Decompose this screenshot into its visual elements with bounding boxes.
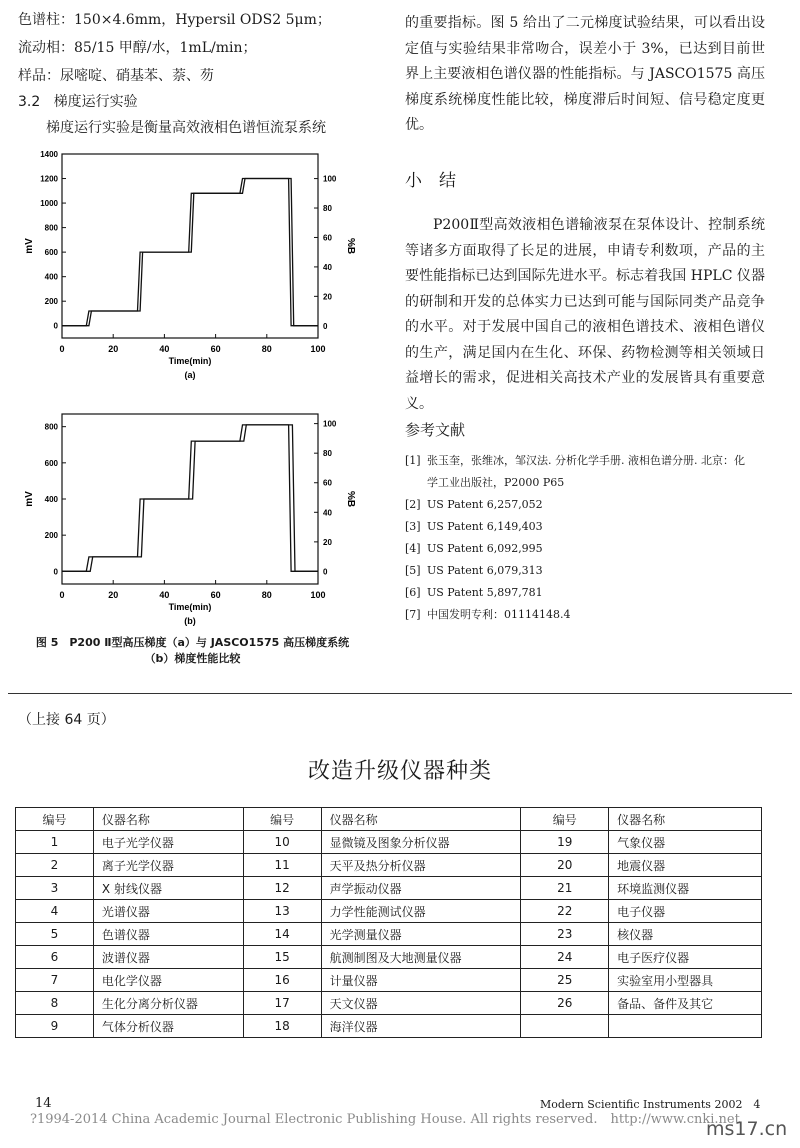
- instrument-name-cell: 环境监测仪器: [609, 877, 762, 900]
- y2-tick-label: 80: [323, 449, 332, 459]
- y2-tick-label: 100: [323, 174, 337, 184]
- y2-tick-label: 20: [323, 292, 332, 302]
- y2-tick-label: 0: [323, 321, 328, 331]
- instrument-name-cell: 天文仪器: [321, 992, 521, 1015]
- header-number: 编号: [16, 808, 94, 831]
- header-number: 编号: [243, 808, 321, 831]
- x-tick-label: 0: [59, 590, 65, 600]
- chart-a-plot: [24, 150, 356, 380]
- figure-caption: [10, 635, 375, 667]
- reference-text: 中国发明专利：01114148.4: [427, 608, 571, 621]
- section-divider: [8, 693, 792, 694]
- instrument-number-cell: 19: [521, 831, 609, 854]
- x-axis-label: Time(min): [168, 602, 212, 612]
- x-tick-label: 80: [261, 590, 272, 600]
- column-spec: 色谱柱：150×4.6mm，Hypersil ODS2 5μm；: [18, 12, 331, 28]
- y-tick-label: 600: [44, 248, 58, 258]
- figure-caption-line1: 图 5 P200 Ⅱ型高压梯度（a）与 JASCO1575 高压梯度系统: [35, 636, 350, 649]
- mobile-phase-spec: 流动相：85/15 甲醇/水，1mL/min；: [18, 40, 257, 56]
- y2-tick-label: 80: [323, 204, 332, 214]
- instrument-name-cell: 离子光学仪器: [93, 854, 243, 877]
- sample-spec: 样品：尿嘧啶、硝基苯、萘、芴: [18, 68, 214, 84]
- gradient-result-paragraph: 的重要指标。图 5 给出了二元梯度试验结果，可以看出设定值与实验结果非常吻合，误差小于 3%，已达到目前世界上主要液相色谱仪器的性能指标。与 JASCO1575 高压梯度系统梯度性能比较，梯度滞后时间短、信号稳定度更优。: [405, 15, 765, 133]
- instrument-number-cell: 7: [16, 969, 94, 992]
- reference-item: [405, 582, 775, 604]
- instrument-name-cell: 气体分析仪器: [93, 1015, 243, 1038]
- table-row: [16, 923, 762, 946]
- instrument-number-cell: 10: [243, 831, 321, 854]
- instrument-number-cell: 22: [521, 900, 609, 923]
- y-tick-label: 1400: [40, 150, 58, 159]
- table-row: [16, 900, 762, 923]
- x-tick-label: 80: [261, 344, 272, 354]
- y-tick-label: 0: [53, 321, 58, 331]
- journal-name: Modern Scientific Instruments 2002 4: [540, 1098, 761, 1111]
- y-tick-label: 400: [44, 495, 58, 504]
- reference-text: US Patent 5,897,781: [427, 586, 543, 599]
- summary-paragraph: P200Ⅱ型高效液相色谱输液泵在泵体设计、控制系统等诸多方面取得了长足的进展，申请专利数项，产品的主要性能指标已达到国际先进水平。标志着我国 HPLC 仪器的研制和开发的总体实力已达到可能与国际同类产品竞争的水平。对于发展中国自己的液相色谱技术、液相色谱仪的生产，满足国内在生化、环保、药物检测等相关领域日益增长的需求，促进相关高技术产业的发展皆具有重要意义。: [405, 217, 765, 412]
- instrument-name-cell: 电子光学仪器: [93, 831, 243, 854]
- instrument-name-cell: 电子仪器: [609, 900, 762, 923]
- summary-heading: 小 结: [405, 171, 456, 191]
- x-tick-label: 40: [159, 590, 170, 600]
- figure-caption-line2: （b）梯度性能比较: [144, 652, 241, 665]
- page-number: 14: [35, 1096, 52, 1111]
- table-row: [16, 1015, 762, 1038]
- y-tick-label: 200: [44, 297, 58, 307]
- y-tick-label: 600: [44, 458, 58, 468]
- chart-b-plot: [24, 414, 356, 626]
- panel-label: (a): [184, 370, 196, 380]
- reference-text: US Patent 6,257,052: [427, 498, 543, 511]
- reference-item: [405, 450, 775, 472]
- reference-text: US Patent 6,079,313: [427, 564, 543, 577]
- instrument-number-cell: 9: [16, 1015, 94, 1038]
- section-number: 3.2: [18, 94, 41, 110]
- instrument-name-cell: 电子医疗仪器: [609, 946, 762, 969]
- instrument-number-cell: 12: [243, 877, 321, 900]
- instrument-number-cell: 18: [243, 1015, 321, 1038]
- x-tick-label: 100: [310, 590, 326, 600]
- reference-number: [3]: [405, 520, 421, 533]
- section-lead-text: 梯度运行实验是衡量高效液相色谱恒流泵系统: [46, 120, 326, 136]
- instrument-name-cell: 光谱仪器: [93, 900, 243, 923]
- y2-tick-label: 100: [323, 419, 337, 429]
- instrument-number-cell: 20: [521, 854, 609, 877]
- series-line-2: [62, 179, 318, 326]
- x-tick-label: 0: [59, 344, 65, 354]
- instrument-name-cell: 电化学仪器: [93, 969, 243, 992]
- continued-note: （上接 64 页）: [18, 712, 115, 728]
- instrument-name-cell: X 射线仪器: [93, 877, 243, 900]
- header-number: 编号: [521, 808, 609, 831]
- instrument-name-cell: [609, 1015, 762, 1038]
- y-tick-label: 0: [53, 567, 58, 577]
- table-row: [16, 969, 762, 992]
- instrument-name-cell: 声学振动仪器: [321, 877, 521, 900]
- instrument-name-cell: 地震仪器: [609, 854, 762, 877]
- instrument-name-cell: 光学测量仪器: [321, 923, 521, 946]
- table-body: [16, 831, 762, 1038]
- header-instrument-name: 仪器名称: [609, 808, 762, 831]
- reference-text: US Patent 6,149,403: [427, 520, 543, 533]
- instrument-name-cell: 核仪器: [609, 923, 762, 946]
- table-header-row: [16, 808, 762, 831]
- table-title: 改造升级仪器种类: [307, 759, 492, 784]
- reference-number: [2]: [405, 498, 421, 511]
- header-instrument-name: 仪器名称: [321, 808, 521, 831]
- series-line-2: [62, 425, 318, 571]
- instrument-name-cell: 计量仪器: [321, 969, 521, 992]
- references-heading: 参考文献: [405, 421, 466, 439]
- instrument-name-cell: 航测制图及大地测量仪器: [321, 946, 521, 969]
- instrument-number-cell: 24: [521, 946, 609, 969]
- references-list: [405, 450, 775, 626]
- instrument-name-cell: 波谱仪器: [93, 946, 243, 969]
- instrument-name-cell: 备品、备件及其它: [609, 992, 762, 1015]
- x-tick-label: 20: [108, 344, 119, 354]
- y-axis-label: mV: [24, 238, 35, 254]
- y-axis-label: mV: [24, 491, 35, 507]
- reference-number: [4]: [405, 542, 421, 555]
- y-tick-label: 800: [44, 422, 58, 432]
- reference-number: [1]: [405, 454, 421, 467]
- header-instrument-name: 仪器名称: [93, 808, 243, 831]
- instrument-name-cell: 实验室用小型器具: [609, 969, 762, 992]
- reference-item: [405, 560, 775, 582]
- instrument-number-cell: 15: [243, 946, 321, 969]
- instrument-name-cell: 显微镜及图象分析仪器: [321, 831, 521, 854]
- reference-item: [405, 472, 775, 494]
- reference-item: [405, 604, 775, 626]
- reference-item: [405, 538, 775, 560]
- instrument-number-cell: 17: [243, 992, 321, 1015]
- watermark-text: ms17.cn: [706, 1118, 788, 1140]
- y2-tick-label: 60: [323, 233, 332, 243]
- reference-number: [6]: [405, 586, 421, 599]
- y-tick-label: 400: [44, 272, 58, 282]
- reference-number: [7]: [405, 608, 421, 621]
- instrument-number-cell: 4: [16, 900, 94, 923]
- instrument-number-cell: 1: [16, 831, 94, 854]
- chart-a: [10, 142, 375, 387]
- section-title: 梯度运行实验: [53, 94, 138, 110]
- instrument-number-cell: 16: [243, 969, 321, 992]
- reference-text: 学工业出版社，P2000 P65: [427, 476, 565, 489]
- y-tick-label: 1000: [40, 199, 58, 209]
- instrument-number-cell: 5: [16, 923, 94, 946]
- x-tick-label: 60: [210, 344, 221, 354]
- table-row: [16, 877, 762, 900]
- panel-label: (b): [184, 616, 196, 626]
- instrument-number-cell: 3: [16, 877, 94, 900]
- y-tick-label: 800: [44, 223, 58, 233]
- y-tick-label: 1200: [40, 174, 58, 184]
- instrument-table: [15, 807, 762, 1038]
- reference-text: US Patent 6,092,995: [427, 542, 543, 555]
- y2-tick-label: 20: [323, 537, 332, 547]
- instrument-number-cell: 13: [243, 900, 321, 923]
- instrument-number-cell: 21: [521, 877, 609, 900]
- x-tick-label: 60: [210, 590, 221, 600]
- x-tick-label: 20: [108, 590, 119, 600]
- instrument-name-cell: 色谱仪器: [93, 923, 243, 946]
- series-line-1: [62, 425, 318, 571]
- reference-text: 张玉奎，张维冰，邹汉法. 分析化学手册. 液相色谱分册. 北京：化: [427, 454, 745, 467]
- instrument-name-cell: 天平及热分析仪器: [321, 854, 521, 877]
- instrument-name-cell: 气象仪器: [609, 831, 762, 854]
- y2-axis-label: %B: [345, 237, 356, 255]
- x-tick-label: 40: [159, 344, 170, 354]
- instrument-name-cell: 力学性能测试仪器: [321, 900, 521, 923]
- instrument-number-cell: [521, 1015, 609, 1038]
- instrument-name-cell: 生化分离分析仪器: [93, 992, 243, 1015]
- reference-item: [405, 516, 775, 538]
- y2-tick-label: 40: [323, 508, 332, 518]
- instrument-name-cell: 海洋仪器: [321, 1015, 521, 1038]
- instrument-number-cell: 14: [243, 923, 321, 946]
- chart-b: [10, 402, 375, 630]
- instrument-number-cell: 26: [521, 992, 609, 1015]
- instrument-number-cell: 8: [16, 992, 94, 1015]
- table-row: [16, 854, 762, 877]
- reference-number: [5]: [405, 564, 421, 577]
- y2-axis-label: %B: [345, 490, 356, 508]
- instrument-number-cell: 11: [243, 854, 321, 877]
- section-heading: [18, 90, 138, 114]
- table-row: [16, 992, 762, 1015]
- y-tick-label: 200: [44, 531, 58, 541]
- x-tick-label: 100: [310, 344, 326, 354]
- instrument-number-cell: 6: [16, 946, 94, 969]
- instrument-number-cell: 2: [16, 854, 94, 877]
- instrument-number-cell: 23: [521, 923, 609, 946]
- table-row: [16, 946, 762, 969]
- instrument-number-cell: 25: [521, 969, 609, 992]
- reference-item: [405, 494, 775, 516]
- y2-tick-label: 0: [323, 567, 328, 577]
- table-row: [16, 831, 762, 854]
- copyright-line: ?1994-2014 China Academic Journal Electronic Publishing House. All rights reserved. http://www.cnki.net: [30, 1112, 740, 1127]
- y2-tick-label: 40: [323, 262, 332, 272]
- x-axis-label: Time(min): [168, 356, 212, 366]
- y2-tick-label: 60: [323, 478, 332, 488]
